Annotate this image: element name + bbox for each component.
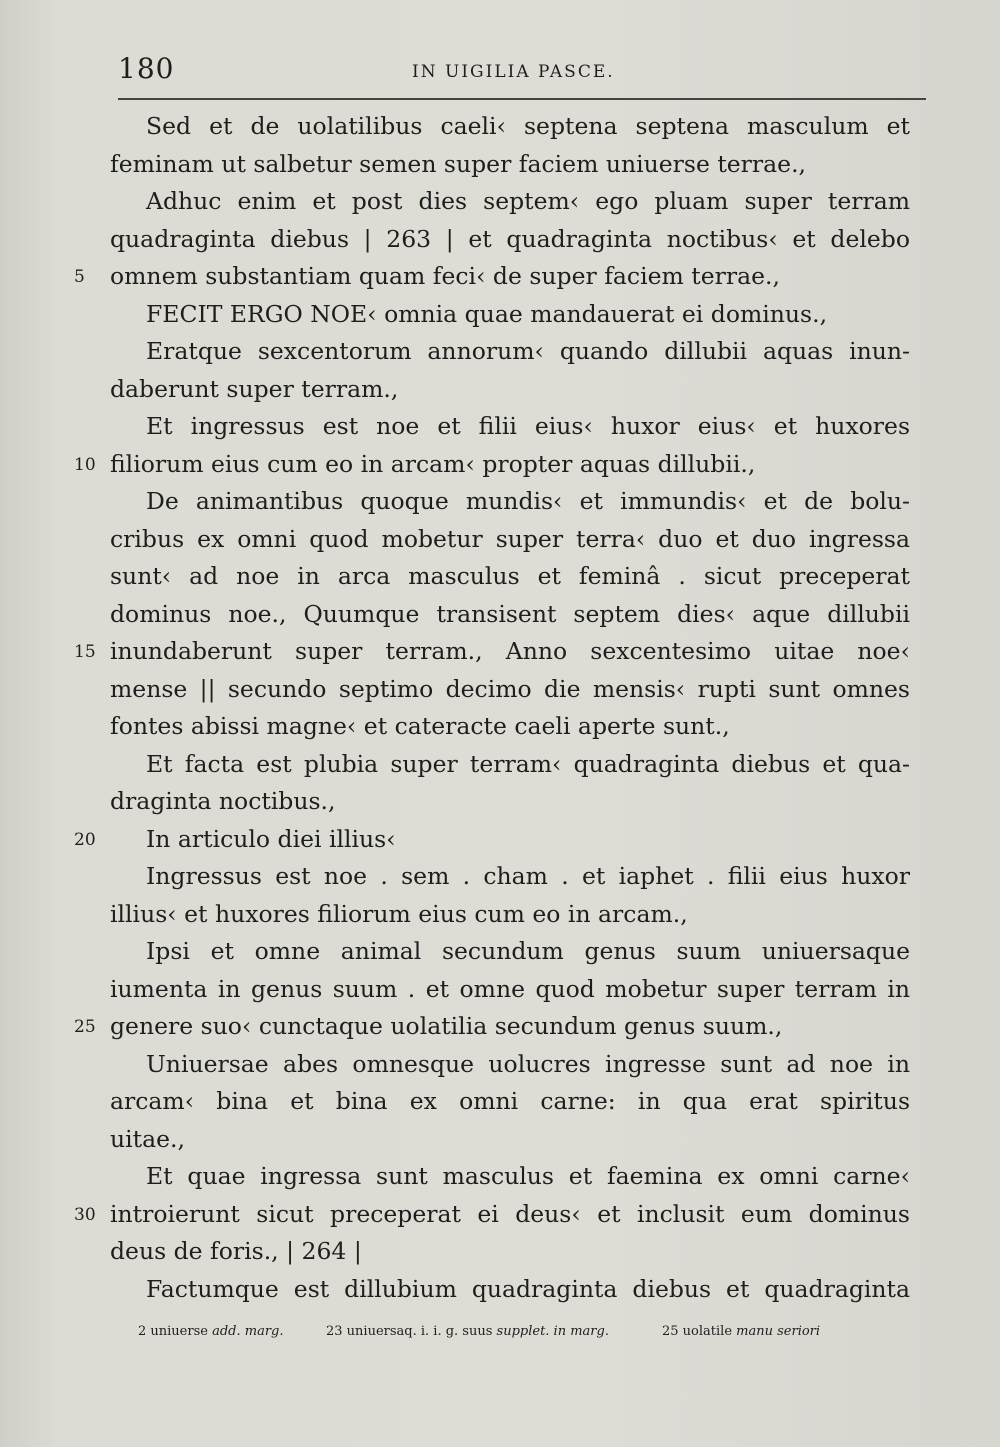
text-line bbox=[110, 596, 910, 634]
line-text: fontes abissi magne‹ et cateracte caeli aperte sunt., bbox=[110, 712, 730, 740]
text-line bbox=[110, 1233, 910, 1271]
text-line bbox=[110, 1158, 910, 1196]
line-text: draginta noctibus., bbox=[110, 787, 336, 815]
text-line bbox=[110, 1046, 910, 1084]
line-text: uitae., bbox=[110, 1124, 185, 1153]
line-text: daberunt super terram., bbox=[110, 374, 399, 403]
text-line bbox=[110, 746, 910, 784]
footnote-note: supplet. in marg. bbox=[496, 1324, 609, 1339]
text-line bbox=[110, 708, 910, 746]
text-line bbox=[110, 183, 910, 221]
text-line bbox=[110, 483, 910, 521]
line-text: Et quae ingressa sunt masculus et faemina ex omni carne‹ bbox=[146, 1162, 910, 1190]
line-text: cribus ex omni quod mobetur super terra‹ duo et duo ingressa bbox=[110, 524, 910, 553]
text-line bbox=[74, 1196, 910, 1234]
main-text bbox=[74, 108, 910, 1308]
footnote-text: 25 uolatile bbox=[662, 1324, 737, 1339]
line-number: 25 bbox=[74, 1017, 96, 1037]
line-text: Factumque est dillubium quadraginta diebus et quadraginta bbox=[146, 1274, 910, 1303]
text-line bbox=[110, 896, 910, 934]
footnote-text: 2 uniuerse bbox=[138, 1324, 213, 1339]
line-text: Uniuersae abes omnesque uolucres ingresse sunt ad noe in bbox=[146, 1049, 910, 1078]
line-text: Adhuc enim et post dies septem‹ ego pluam super terram bbox=[146, 187, 910, 215]
page-number: 180 bbox=[118, 52, 175, 85]
text-line bbox=[110, 858, 910, 896]
footnote bbox=[138, 1324, 284, 1339]
text-line bbox=[110, 1271, 910, 1309]
footnote bbox=[326, 1324, 609, 1339]
line-text: FECIT ERGO NOE‹ omnia quae mandauerat ei dominus., bbox=[146, 299, 828, 328]
line-text: introierunt sicut preceperat ei deus‹ et inclusit eum dominus bbox=[110, 1199, 910, 1228]
line-text: Ingressus est noe . sem . cham . et iaphet . filii eius huxor bbox=[146, 862, 910, 890]
line-text: filiorum eius cum eo in arcam‹ propter aquas dillubii., bbox=[110, 449, 756, 478]
line-text: De animantibus quoque mundis‹ et immundis‹ et de bolu- bbox=[146, 487, 910, 515]
line-number: 15 bbox=[74, 642, 96, 662]
text-line bbox=[74, 446, 910, 484]
text-line bbox=[110, 558, 910, 596]
line-text: Ipsi et omne animal secundum genus suum uniuersaque bbox=[146, 937, 910, 965]
text-line bbox=[110, 671, 910, 709]
line-text: deus de foris., | 264 | bbox=[110, 1237, 362, 1265]
line-text: Et ingressus est noe et filii eius‹ huxor eius‹ et huxores bbox=[146, 412, 910, 440]
text-line bbox=[110, 146, 910, 184]
line-text: sunt‹ ad noe in arca masculus et feminâ . sicut preceperat bbox=[110, 562, 910, 590]
line-text: mense || secundo septimo decimo die mensis‹ rupti sunt omnes bbox=[110, 674, 910, 703]
text-line bbox=[110, 333, 910, 371]
running-head bbox=[118, 52, 926, 100]
line-text: quadraginta diebus | 263 | et quadraginta noctibus‹ et delebo bbox=[110, 224, 910, 253]
text-line bbox=[110, 1083, 910, 1121]
footnote bbox=[662, 1324, 820, 1339]
text-line bbox=[110, 408, 910, 446]
text-line bbox=[110, 371, 910, 409]
line-number: 20 bbox=[74, 829, 96, 850]
text-line bbox=[74, 633, 910, 671]
line-text: iumenta in genus suum . et omne quod mobetur super terram in bbox=[110, 974, 910, 1003]
text-line bbox=[110, 783, 910, 821]
running-head-title: IN UIGILIA PASCE. bbox=[412, 62, 615, 82]
line-number: 10 bbox=[74, 454, 96, 475]
text-line bbox=[110, 521, 910, 559]
line-text: feminam ut salbetur semen super faciem uniuerse terrae., bbox=[110, 149, 807, 178]
text-line bbox=[110, 108, 910, 146]
line-text: genere suo‹ cunctaque uolatilia secundum genus suum., bbox=[110, 1012, 783, 1040]
line-text: Sed et de uolatilibus caeli‹ septena septena masculum et bbox=[146, 112, 910, 140]
line-number: 5 bbox=[74, 267, 85, 287]
text-line bbox=[110, 971, 910, 1009]
text-line bbox=[74, 258, 910, 296]
text-line bbox=[110, 221, 910, 259]
line-text: omnem substantiam quam feci‹ de super faciem terrae., bbox=[110, 262, 780, 290]
text-line bbox=[74, 821, 910, 859]
line-text: inundaberunt super terram., Anno sexcentesimo uitae noe‹ bbox=[110, 637, 910, 665]
text-line bbox=[110, 1121, 910, 1159]
line-text: dominus noe., Quumque transisent septem dies‹ aque dillubii bbox=[110, 599, 910, 628]
text-line bbox=[110, 296, 910, 334]
footnote-note: manu seriori bbox=[736, 1324, 821, 1339]
line-text: Eratque sexcentorum annorum‹ quando dillubii aquas inun- bbox=[146, 337, 910, 365]
footnote-text: 23 uniuersaq. i. i. g. suus bbox=[326, 1324, 497, 1339]
footnote-note: add. marg. bbox=[212, 1324, 284, 1339]
line-number: 30 bbox=[74, 1204, 96, 1225]
text-line bbox=[110, 933, 910, 971]
text-line bbox=[74, 1008, 910, 1046]
line-text: arcam‹ bina et bina ex omni carne: in qua erat spiritus bbox=[110, 1087, 910, 1115]
line-text: Et facta est plubia super terram‹ quadraginta diebus et qua- bbox=[146, 749, 910, 778]
line-text: In articulo diei illius‹ bbox=[146, 824, 396, 853]
line-text: illius‹ et huxores filiorum eius cum eo in arcam., bbox=[110, 899, 688, 928]
